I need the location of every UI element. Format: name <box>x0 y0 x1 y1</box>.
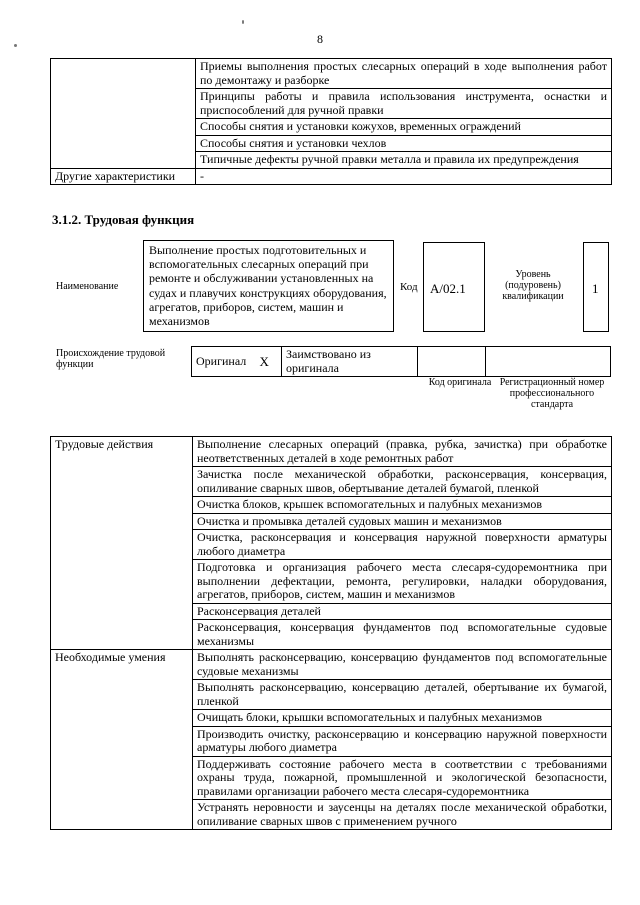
labor-function-table <box>50 436 612 830</box>
code-label: Код <box>400 281 418 293</box>
table-row: Расконсервация, консервация фундаментов под вспомогательные судовые механизмы <box>193 620 612 650</box>
table-row: Поддерживать состояние рабочего места в соответствии с требованиями охраны труда, пожарной, промышленной и экологической безопасности, правилами организации рабочего места слесаря-судоремонтника <box>193 756 612 800</box>
table-row: Производить очистку, расконсервацию и консервацию наружной поверхности арматуры любого диаметра <box>193 726 612 756</box>
code-value: A/02.1 <box>430 281 466 296</box>
table-row: Очищать блоки, крышки вспомогательных и палубных механизмов <box>193 710 612 727</box>
table-row: Подготовка и организация рабочего места слесаря-судоремонтника при выполнении дефектации, ремонта, регулировки, наладки оборудования, агрегатов, приборов, систем, машин и механизмов <box>193 560 612 604</box>
registration-number-cell <box>486 347 611 377</box>
level-label: Уровень (подуровень) квалификации <box>502 269 564 302</box>
table-row: Принципы работы и правила использования инструмента, оснастки и приспособлений для ручной правки <box>196 89 612 119</box>
table-row: Зачистка после механической обработки, расконсервация, консервация, опиливание сварных швов, обертывание деталей бумагой, пленкой <box>193 467 612 497</box>
original-mark: X <box>256 347 282 377</box>
table-row: Очистка блоков, крышек вспомогательных и палубных механизмов <box>193 497 612 514</box>
level-box <box>583 242 609 332</box>
table-row: Расконсервация деталей <box>193 603 612 620</box>
table-row: Выполнение слесарных операций (правка, рубка, зачистка) при обработке неответственных деталей в ходе ремонтных работ <box>193 437 612 467</box>
code-caption: Код оригинала <box>428 377 492 388</box>
table-row: Выполнять расконсервацию, консервацию деталей, обертывание их бумагой, пленкой <box>193 680 612 710</box>
table-row: Очистка, расконсервация и консервация наружной поверхности арматуры любого диаметра <box>193 530 612 560</box>
original-code-cell <box>418 347 486 377</box>
table-row: Устранять неровности и заусенцы на деталях после механической обработки, опиливание сварных швов с применением ручного <box>193 800 612 830</box>
registration-caption: Регистрационный номер профессионального стандарта <box>499 377 605 410</box>
table-row: Способы снятия и установки кожухов, временных ограждений <box>196 119 612 136</box>
origin-label: Происхождение трудовой функции <box>56 348 166 370</box>
table-row: Типичные дефекты ручной правки металла и правила их предупреждения <box>196 152 612 169</box>
other-characteristics-label: Другие характеристики <box>51 168 196 185</box>
section-title: 3.1.2. Трудовая функция <box>52 212 195 227</box>
function-name-box <box>143 240 394 332</box>
borrowed-label: Заимствовано из оригинала <box>282 347 418 377</box>
other-characteristics-value: - <box>196 168 612 185</box>
table-row: Выполнять расконсервацию, консервацию фундаментов под вспомогательные судовые механизмы <box>193 650 612 680</box>
name-label: Наименование <box>56 281 119 292</box>
code-box <box>423 242 485 332</box>
table-row: Способы снятия и установки чехлов <box>196 135 612 152</box>
empty-label-cell <box>51 59 196 169</box>
function-name-value: Выполнение простых подготовительных и вспомогательных слесарных операций при ремонте и обслуживании установленных на судах и плавучих конструкциях оборудования, агрегатов, приборов, систем, машин и механизмов <box>149 243 387 329</box>
table-row: Очистка и промывка деталей судовых машин и механизмов <box>193 513 612 530</box>
page-number: 8 <box>317 32 323 46</box>
skills-label: Необходимые умения <box>51 650 193 830</box>
labor-actions-label: Трудовые действия <box>51 437 193 650</box>
scan-speck <box>242 20 244 24</box>
knowledge-table <box>50 58 612 185</box>
origin-table <box>191 346 611 377</box>
table-row: Приемы выполнения простых слесарных операций в ходе выполнения работ по демонтажу и разборке <box>196 59 612 89</box>
level-value: 1 <box>592 281 599 296</box>
original-label: Оригинал <box>192 347 256 377</box>
